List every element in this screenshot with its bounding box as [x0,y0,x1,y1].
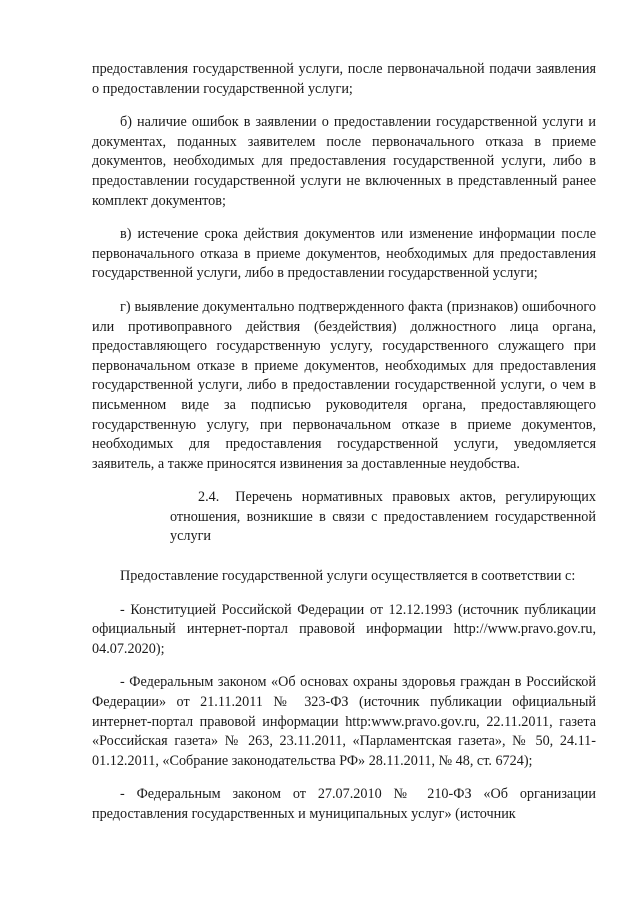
paragraph-b: б) наличие ошибок в заявлении о предоставлении государственной услуги и документах, поданных заявителем после первоначального отказа в приеме документов, необходимых для предоставления государственной услуги, либо в предоставлении государственной услуги не включенных в представленный ранее комплект документов; [92,114,596,209]
section-number: 2.4. [198,489,220,506]
paragraph-intro: Предоставление государственной услуги осуществляется в соответствии с: [120,568,576,585]
list-item-law-323: - Федеральным законом «Об основах охраны здоровья граждан в Российской Федерации» от 21.11.2011 № 323-ФЗ (источник публикации официальный интернет-портал правовой информации http:www.pravo.gov.ru, 22.11.2011, газета «Российская газета» № 263, 23.11.2011, «Парламентская газета», № 50, 24.11-01.12.2011, «Собрание законодательства РФ» 28.11.2011, № 48, ст. 6724); [92,674,596,769]
list-item-constitution: - Конституцией Российской Федерации от 12.12.1993 (источник публикации официальный интернет-портал правовой информации http://www.pravo.gov.ru, 04.07.2020); [92,601,596,657]
paragraph-continuation: предоставления государственной услуги, после первоначальной подачи заявления о предоставлении государственной услуги; [92,61,596,97]
section-heading [92,488,596,547]
list-item-law-210: - Федеральным законом от 27.07.2010 № 210-ФЗ «Об организации предоставления государственных и муниципальных услуг» (источник [92,786,596,822]
paragraph-g: г) выявление документально подтвержденного факта (признаков) ошибочного или противоправного действия (бездействия) должностного лица органа, предоставляющего государственную услугу, государственного служащего при первоначальном отказе в приеме документов, необходимых для предоставления государственной услуги, либо в предоставлении государственной услуги, о чем в письменном виде за подписью руководителя органа, предоставляющего государственную услугу, при первоначальном отказе в приеме документов, необходимых для предоставления государственной услуги, уведомляется заявитель, а также приносятся извинения за доставленные неудобства. [92,298,596,472]
document-page [92,60,596,839]
paragraph-v: в) истечение срока действия документов или изменение информации после первоначального отказа в приеме документов, необходимых для предоставления государственной услуги, либо в предоставлении государственной услуги; [92,226,596,282]
section-title: Перечень нормативных правовых актов, регулирующих отношения, возникшие в связи с предоставлением государственной услуги [170,489,596,545]
